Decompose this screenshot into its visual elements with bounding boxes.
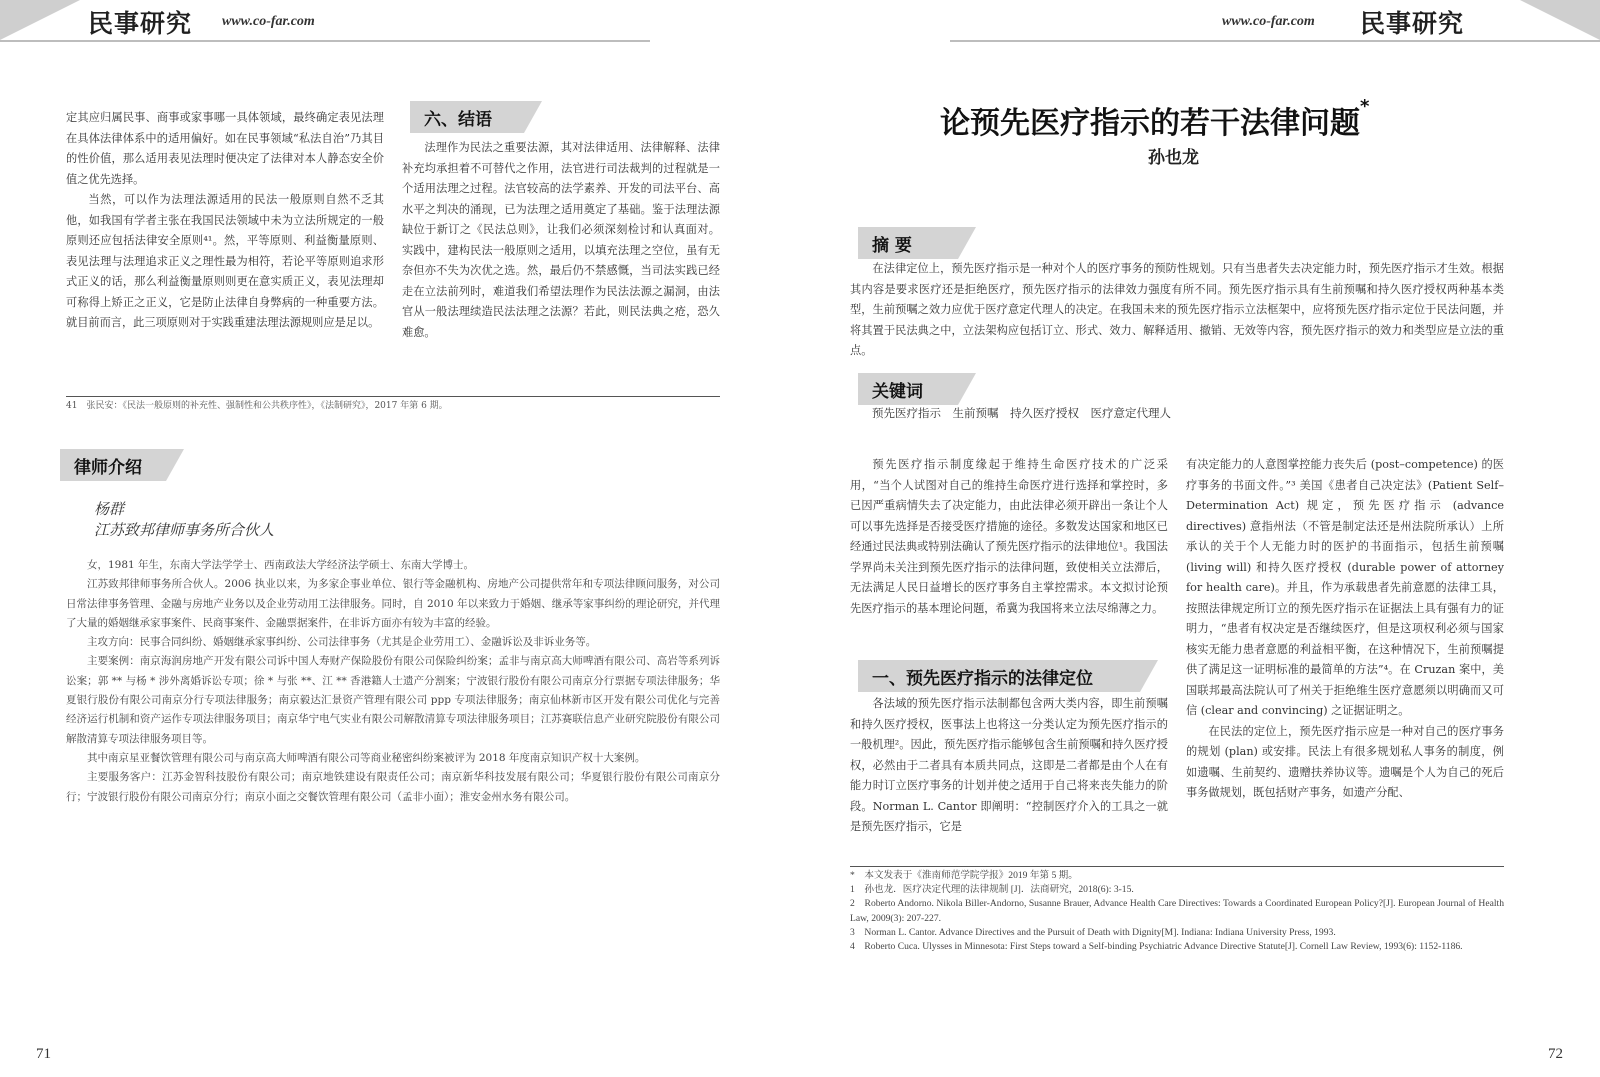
page-number-right: 72 — [1548, 1046, 1563, 1062]
abstract-text — [850, 259, 1504, 362]
left-col1 — [66, 108, 384, 334]
lawyer-heading-text: 律师介绍 — [74, 458, 142, 478]
left-header-tab — [0, 0, 80, 40]
right-header-site: www.co-far.com — [1222, 14, 1315, 29]
keywords-text: 预先医疗指示 生前预嘱 持久医疗授权 医疗意定代理人 — [872, 406, 1171, 420]
right-header-title: 民事研究 — [1360, 9, 1465, 38]
reference-item: * 本文发表于《淮南师范学院学报》2019 年第 5 期。 — [850, 870, 1078, 881]
body-paragraph: 在民法的定位上，预先医疗指示应是一种对自己的医疗事务的规划 (plan) 或安排。民法上有很多规划私人事务的制度，例如遗嘱、生前契约、遗赠扶养协议等。遗嘱是个人为自己的死后事务做规划，既包括财产事务，如遗产分配、 — [1186, 724, 1504, 799]
abstract-paragraph: 在法律定位上，预先医疗指示是一种对个人的医疗事务的预防性规划。只有当患者失去决定能力时，预先医疗指示才生效。根据其内容是要求医疗还是拒绝医疗，预先医疗指示的法律效力强度有所不同。预先医疗指示具有生前预嘱和持久医疗授权两种基本类型，生前预嘱之效力应优于医疗意定代理人的决定。在我国未来的预先医疗指示立法框架中，应将预先医疗指示定位于民法问题，并将其置于民法典之中，立法架构应包括订立、形式、效力、解释适用、撤销、无效等内容，预先医疗指示的效力和类型应是立法的重点。 — [850, 262, 1504, 357]
bio-paragraph: 主要案例：南京海润房地产开发有限公司诉中国人寿财产保险股份有限公司保险纠纷案；孟非与南京高大师啤酒有限公司、高岩等系列诉讼案；郭 ** 与杨 * 涉外离婚诉讼专项；徐 * 与张 **、江 ** 香港籍人士遗产分割案；宁波银行股份有限公司南京分行票据专项法律服务；华夏银行股份有限公司南京分行专项法律服务；南京毅达汇景资产管理有限公司 ppp 专项法律服务；南京仙林新市区开发有限公司优化与完善经济运行机制和资产运作专项法律服务项目；南京华宁电气实业有限公司解散清算专项法律服务项目；江苏赛联信息产业研究院股份有限公司解散清算专项法律服务项目等。 — [66, 655, 720, 745]
article-title-text: 论预先医疗指示的若干法律问题 — [940, 106, 1360, 141]
reference-item: 2 Roberto Andorno. Nikola Biller-Andorno, Susanne Brauer, Advance Health Care Directives: Towards a Coordinated European Policy?[J]. European Journal of Health Law, 2009(3): 207-227. — [850, 898, 1504, 924]
keywords-heading — [858, 373, 976, 405]
body-col2 — [1186, 455, 1504, 804]
article-title-mark: * — [1360, 96, 1370, 117]
references-rule — [850, 866, 1504, 867]
reference-item: 3 Norman L. Cantor. Advance Directives and the Pursuit of Death with Dignity[M]. Indiana: Indiana University Press, 1993. — [850, 926, 1336, 938]
left-header-site: www.co-far.com — [222, 14, 315, 29]
left-header-rule — [0, 40, 650, 42]
article-author: 孙也龙 — [1148, 148, 1199, 168]
body-col1 — [850, 455, 1168, 619]
lawyer-name: 杨群 — [94, 500, 125, 518]
section-heading-1 — [858, 660, 1158, 692]
body-paragraph: 当然，可以作为法理法源适用的民法一般原则自然不乏其他，如我国有学者主张在我国民法领域中未为立法所规定的一般原则还应包括法律安全原则⁴¹。然，平等原则、利益衡量原则、表见法理与法理追求正义之理性最为相符，若论平等原则追求形式正义的话，那么利益衡量原则则更在意实质正义，表见法理却可称得上矫正之正义，它是防止法律自身弊病的一种重要方法。就目前而言，此三项原则对于实践重建法理法源规则应是足以。 — [66, 193, 384, 329]
left-header-title: 民事研究 — [88, 9, 193, 38]
section-heading-conclusion — [410, 101, 542, 133]
bio-paragraph: 主要服务客户：江苏金智科技股份有限公司；南京地铁建设有限责任公司；南京新华科技发展有限公司；华夏银行股份有限公司南京分行；宁波银行股份有限公司南京分行；南京小面之交餐饮管理有限公司（孟非小面）；淮安金州水务有限公司。 — [66, 771, 720, 803]
bio-paragraph: 江苏致邦律师事务所合伙人。2006 执业以来，为多家企事业单位、银行等金融机构、房地产公司提供常年和专项法律顾问服务，对公司日常法律事务管理、金融与房地产业务以及企业劳动用工法律服务。同时，自 2010 年以来致力于婚姻、继承等家事纠纷的理论研究，并代理了大量的婚姻继承家事案件、民商事案件、金融票据案件，在非诉方面亦有较为丰富的经验。 — [66, 578, 720, 629]
body-paragraph: 法理作为民法之重要法源，其对法律适用、法律解释、法律补充均承担着不可替代之作用，法官进行司法裁判的过程就是一个适用法理之过程。法官较高的法学素养、开发的司法平台、高水平之判决的涌现，已为法理之适用奠定了基础。鉴于法理法源缺位于新订之《民法总则》，让我们必须深刻检讨和认真面对。实践中，建构民法一般原则之适用，以填充法理之空位，虽有无奈但亦不失为次优之选。然，最后仍不禁感慨，当司法实践已经走在立法前列时，难道我们希望法理作为民法法源之漏洞，由法官从一般法理续造民法法理之法源？若此，则民法典之疮，恐久难愈。 — [402, 141, 720, 339]
bio-paragraph: 主攻方向：民事合同纠纷、婚姻继承家事纠纷、公司法律事务（尤其是企业劳用工）、金融诉讼及非诉业务等。 — [87, 636, 597, 649]
right-header-rule — [950, 40, 1600, 42]
body-col1-sec1 — [850, 694, 1168, 838]
abstract-heading-text: 摘 要 — [872, 236, 912, 256]
abstract-heading — [858, 227, 976, 259]
footnote-41: 41 张民安：《民法一般原则的补充性、强制性和公共秩序性》，《法制研究》，2017 年第 6 期。 — [66, 401, 448, 411]
body-paragraph: 各法域的预先医疗指示法制都包含两大类内容，即生前预嘱和持久医疗授权，医事法上也将这一分类认定为预先医疗指示的一般机理²。因此，预先医疗指示能够包含生前预嘱和持久医疗授权，必然由于二者具有本质共同点，这即是二者都是由个人在有能力时订立医疗事务的计划并使之适用于自己将来丧失能力的阶段。Norman L. Cantor 即阐明：“控制医疗介入的工具之一就是预先医疗指示，它是 — [850, 697, 1168, 833]
lawyer-title: 江苏致邦律师事务所合伙人 — [94, 521, 275, 539]
article-title — [940, 98, 1369, 142]
lawyer-bio — [66, 556, 720, 807]
reference-item: 1 孙也龙．医疗决定代理的法律规制 [J]．法商研究，2018(6): 3-15. — [850, 884, 1134, 896]
page-number-left: 71 — [36, 1046, 51, 1062]
bio-paragraph: 其中南京星亚餐饮管理有限公司与南京高大师啤酒有限公司等商业秘密纠纷案被评为 2018 年度南京知识产权十大案例。 — [87, 751, 646, 764]
body-paragraph: 有决定能力的人意图掌控能力丧失后 (post–competence) 的医疗事务的书面文件。”³ 美国《患者自己决定法》(Patient Self–Determination Act) 规定，预先医疗指示 (advance directives) 意指州法（不管是制定法还是州法院所承认）上所承认的关于个人无能力时的医护的书面指示，包括生前预嘱 (living will) 和持久医疗授权 (durable power of attorney for health care)。并且，作为承载患者先前意愿的法律工具，按照法律规定所订立的预先医疗指示在证据法上具有强有力的证明力，“患者有权决定是否继续医疗，但是这项权利必须与国家核实无能力患者意愿的利益相平衡，在这种情况下，生前预嘱提供了满足这一证明标准的最简单的方法”⁴。在 Cruzan 案中，美国联邦最高法院认可了州关于拒绝维生医疗意愿须以明确而又可信 (clear and convincing) 之证据证明之。 — [1186, 458, 1504, 717]
left-col2 — [402, 138, 720, 343]
reference-item: 4 Roberto Cuca. Ulysses in Minnesota: First Steps toward a Self-binding Psychiatric Advance Directive Statute[J]. Cornell Law Review, 1993(6): 1152-1186. — [850, 941, 1463, 953]
footnote-rule — [66, 396, 720, 397]
right-header-tab — [1520, 0, 1600, 40]
keywords-heading-text: 关键词 — [872, 382, 923, 402]
body-paragraph: 预先医疗指示制度缘起于维持生命医疗技术的广泛采用，“当个人试图对自己的维持生命医疗进行选择和掌控时，多已因严重病情失去了决定能力，由此法律必须开辟出一条让个人可以事先选择是否接受医疗措施的途径。多数发达国家和地区已经通过民法典或特别法确认了预先医疗指示的法律地位¹。我国法学界尚未关注到预先医疗指示的法律问题，致使相关立法滞后，无法满足人民日益增长的医疗事务自主掌控需求。本文拟讨论预先医疗指示的基本理论问题，希冀为我国将来立法尽绵薄之力。 — [850, 458, 1168, 615]
lawyer-heading — [60, 449, 184, 481]
section-heading-text: 一、预先医疗指示的法律定位 — [872, 669, 1093, 689]
body-paragraph: 定其应归属民事、商事或家事哪一具体领域，最终确定表见法理在具体法律体系中的适用偏好。如在民事领域“私法自治”乃其目的性价值，那么适用表见法理时便决定了法律对本人静态安全价值之优先选择。 — [66, 111, 384, 186]
section-heading-text: 六、结语 — [424, 110, 492, 130]
bio-paragraph: 女，1981 年生，东南大学法学学士、西南政法大学经济法学硕士、东南大学博士。 — [87, 559, 475, 571]
references — [850, 869, 1504, 954]
